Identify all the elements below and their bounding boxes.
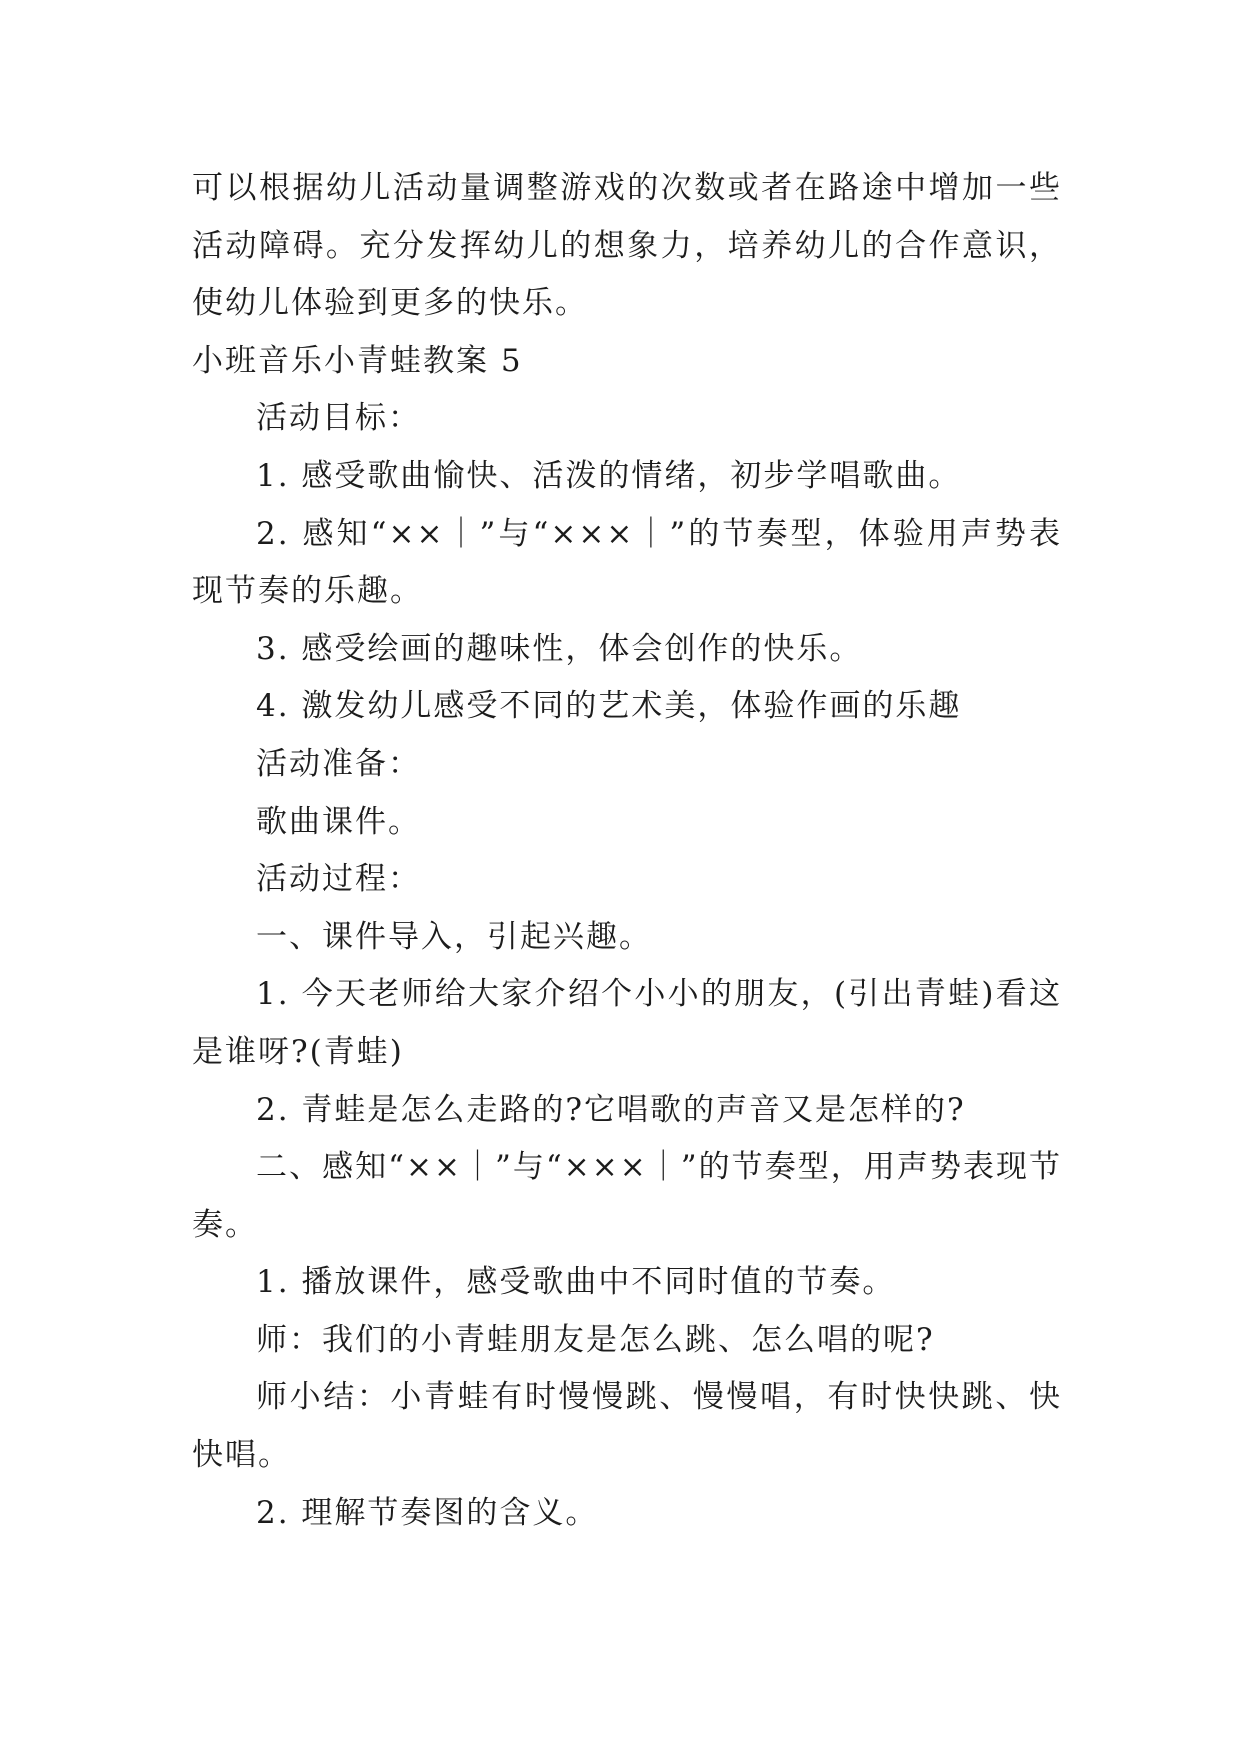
label-activity-preparation: 活动准备： <box>256 745 421 782</box>
process-step-2: 二、感知“××｜”与“×××｜”的节奏型，用声势表现节奏。 <box>192 1149 1062 1243</box>
paragraph-continuation: 可以根据幼儿活动量调整游戏的次数或者在路途中增加一些活动障碍。充分发挥幼儿的想象力，培养幼儿的合作意识，使幼儿体验到更多的快乐。 <box>192 170 1062 322</box>
process-step-1-item-2: 2. 青蛙是怎么走路的?它唱歌的声音又是怎样的? <box>256 1091 966 1128</box>
label-activity-process: 活动过程： <box>256 861 421 898</box>
document-body <box>192 160 1062 1542</box>
goal-item-2: 2. 感知“××｜”与“×××｜”的节奏型，体验用声势表现节奏的乐趣。 <box>192 515 1062 610</box>
goal-item-4: 4. 激发幼儿感受不同的艺术美，体验作画的乐趣 <box>256 688 962 725</box>
process-step-2-item-2: 2. 理解节奏图的含义。 <box>256 1494 599 1531</box>
process-step-1: 一、课件导入，引起兴趣。 <box>256 918 652 955</box>
goal-item-1: 1. 感受歌曲愉快、活泼的情绪，初步学唱歌曲。 <box>256 457 962 494</box>
teacher-question: 师：我们的小青蛙朋友是怎么跳、怎么唱的呢? <box>256 1321 935 1358</box>
section-heading: 小班音乐小青蛙教案 5 <box>192 342 523 379</box>
process-step-1-item-1: 1. 今天老师给大家介绍个小小的朋友，(引出青蛙)看这是谁呀?(青蛙) <box>192 976 1062 1070</box>
goal-item-3: 3. 感受绘画的趣味性，体会创作的快乐。 <box>256 630 863 667</box>
teacher-summary: 师小结：小青蛙有时慢慢跳、慢慢唱，有时快快跳、快快唱。 <box>192 1379 1062 1474</box>
preparation-item: 歌曲课件。 <box>256 803 421 840</box>
label-activity-goals: 活动目标： <box>256 400 421 437</box>
process-step-2-item-1: 1. 播放课件，感受歌曲中不同时值的节奏。 <box>256 1264 896 1301</box>
